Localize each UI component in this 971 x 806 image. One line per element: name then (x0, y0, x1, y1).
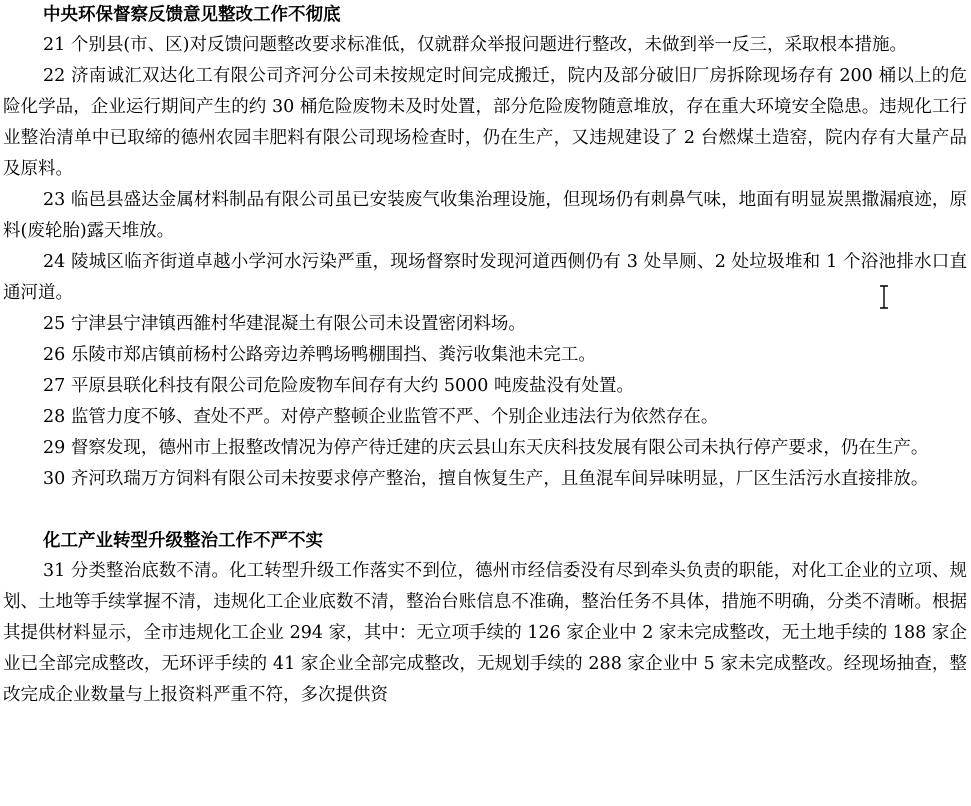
paragraph-21: 21 个别县(市、区)对反馈问题整改要求标准低，仅就群众举报问题进行整改，未做到举一反三，采取根本措施。 (43, 35, 907, 55)
paragraph-24: 24 陵城区临齐街道卓越小学河水污染严重，现场督察时发现河道西侧仍有 3 处旱厕、2 处垃圾堆和 1 个浴池排水口直通河道。 (3, 252, 967, 303)
paragraph-31: 31 分类整治底数不清。化工转型升级工作落实不到位，德州市经信委没有尽到牵头负责的职能，对化工企业的立项、规划、土地等手续掌握不清，违规化工企业底数不清，整治台账信息不准确，整治任务不具体，措施不明确，分类不清晰。根据其提供材料显示，全市违规化工企业 294 家，其中：无立项手续的 126 家企业中 2 家未完成整改，无土地手续的 188 家企业已全部完成整改，无环评手续的 41 家企业全部完成整改，无规划手续的 288 家企业中 5 家未完成整改。经现场抽查，整改完成企业数量与上报资料严重不符，多次提供资 (3, 561, 967, 705)
paragraph-22: 22 济南诚汇双达化工有限公司齐河分公司未按规定时间完成搬迁，院内及部分破旧厂房拆除现场存有 200 桶以上的危险化学品，企业运行期间产生的约 30 桶危险废物未及时处置，部分危险废物随意堆放，存在重大环境安全隐患。违规化工行业整治清单中已取缔的德州农园丰肥料有限公司现场检查时，仍在生产，又违规建设了 2 台燃煤土造窑，院内存有大量产品及原料。 (3, 66, 967, 179)
paragraph-30: 30 齐河玖瑞万方饲料有限公司未按要求停产整治，擅自恢复生产，且鱼混车间异味明显，厂区生活污水直接排放。 (43, 469, 929, 489)
paragraph-27: 27 平原县联化科技有限公司危险废物车间存有大约 5000 吨废盐没有处置。 (43, 376, 634, 396)
text-cursor-icon (878, 285, 890, 309)
paragraph-25: 25 宁津县宁津镇西雒村华建混凝土有限公司未设置密闭料场。 (43, 314, 526, 334)
paragraph-28: 28 监管力度不够、查处不严。对停产整顿企业监管不严、个别企业违法行为依然存在。 (43, 407, 719, 427)
section-heading-1: 中央环保督察反馈意见整改工作不彻底 (43, 5, 341, 25)
paragraph-26: 26 乐陵市郑店镇前杨村公路旁边养鸭场鸭棚围挡、粪污收集池未完工。 (43, 345, 596, 365)
paragraph-23: 23 临邑县盛达金属材料制品有限公司虽已安装废气收集治理设施，但现场仍有刺鼻气味，地面有明显炭黑撒漏痕迹，原料(废轮胎)露天堆放。 (3, 190, 967, 241)
section-heading-2: 化工产业转型升级整治工作不严不实 (43, 531, 323, 551)
section-spacer (3, 495, 967, 526)
paragraph-29: 29 督察发现，德州市上报整改情况为停产待迁建的庆云县山东天庆科技发展有限公司未执行停产要求，仍在生产。 (43, 438, 929, 458)
